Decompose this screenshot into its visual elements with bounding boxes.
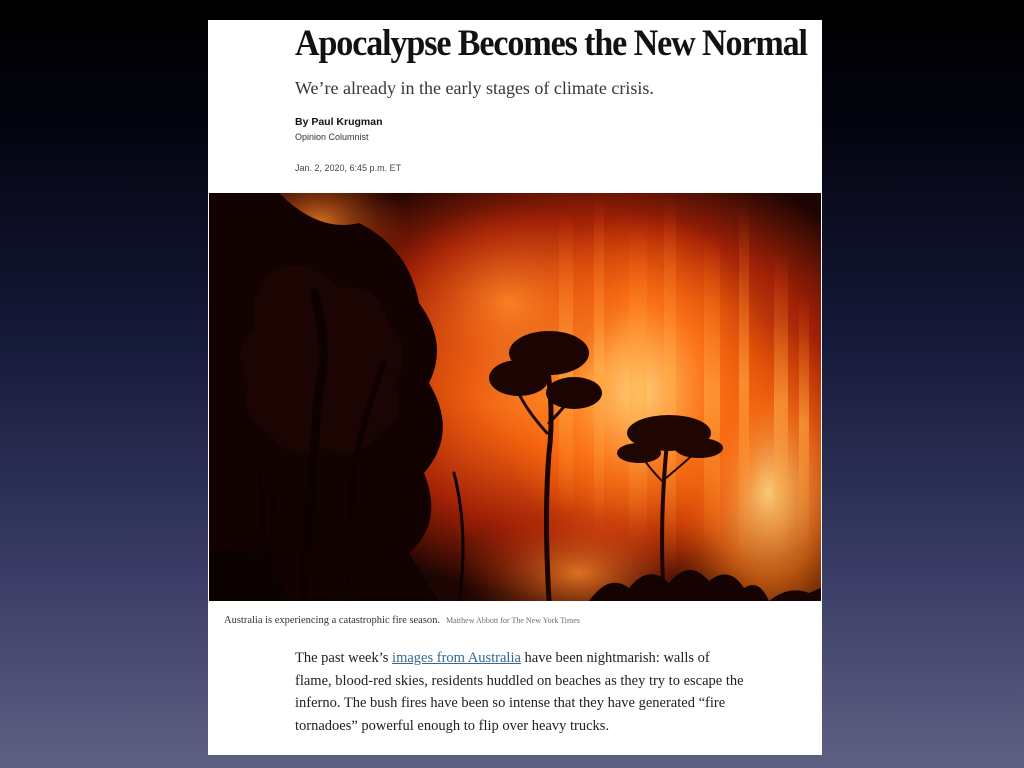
body-text-before-link: The past week’s bbox=[295, 650, 393, 666]
wildfire-photo bbox=[209, 193, 821, 601]
photo-credit: Matthew Abbott for The New York Times bbox=[446, 616, 580, 625]
article-body-paragraph bbox=[295, 647, 745, 737]
body-text-after-link: have been nightmarish: walls of flame, blood-red skies, residents huddled on beaches as they try to escape the inferno. The bush fires have been so intense that they have generated “fire tornadoes” powerful enough to flip over heavy trucks. bbox=[295, 650, 744, 734]
article-headline: Apocalypse Becomes the New Normal bbox=[295, 23, 807, 64]
caption-text: Australia is experiencing a catastrophic fire season. bbox=[224, 615, 441, 626]
byline-author[interactable]: By Paul Krugman bbox=[295, 116, 383, 128]
byline-role: Opinion Columnist bbox=[295, 132, 369, 142]
article-page bbox=[208, 20, 822, 755]
photo-caption bbox=[224, 610, 580, 628]
images-from-australia-link[interactable]: images from Australia bbox=[392, 650, 521, 666]
article-dateline: Jan. 2, 2020, 6:45 p.m. ET bbox=[295, 163, 402, 173]
article-subheadline: We’re already in the early stages of climate crisis. bbox=[295, 78, 654, 98]
